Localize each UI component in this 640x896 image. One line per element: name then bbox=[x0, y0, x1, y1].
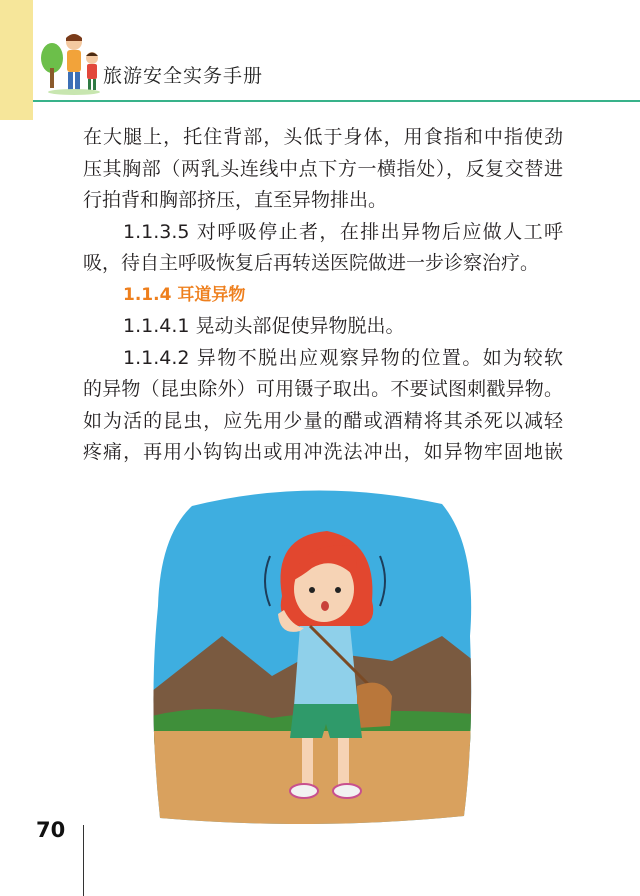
text-line: 如为活的昆虫，应先用少量的醋或酒精将其杀死以减轻 bbox=[83, 409, 563, 432]
page-number: 70 bbox=[36, 818, 66, 842]
text-line: 的异物（昆虫除外）可用镊子取出。不要试图刺戳异物。 bbox=[83, 378, 563, 400]
book-title: 旅游安全实务手册 bbox=[103, 65, 264, 87]
footer-rule bbox=[83, 825, 84, 896]
girl-shaking-head-illustration bbox=[152, 486, 474, 824]
section-heading: 1.1.4 耳道异物 bbox=[123, 284, 246, 305]
text-line: 在大腿上，托住背部，头低于身体，用食指和中指使劲 bbox=[83, 126, 563, 148]
header-yellow-tab bbox=[0, 0, 33, 120]
text-line: 疼痛，再用小钩钩出或用冲洗法冲出，如异物牢固地嵌 bbox=[83, 441, 563, 463]
text-line: 1.1.3.5 对呼吸停止者，在排出异物后应做人工呼 bbox=[123, 220, 563, 243]
text-line: 行拍背和胸部挤压，直至异物排出。 bbox=[83, 189, 388, 211]
text-line: 1.1.4.2 异物不脱出应观察异物的位置。如为较软 bbox=[123, 346, 563, 369]
body-text bbox=[83, 122, 563, 469]
text-line: 压其胸部（两乳头连线中点下方一横指处），反复交替进 bbox=[83, 157, 563, 180]
family-mascot-icon bbox=[40, 28, 102, 98]
header-rule bbox=[33, 100, 640, 102]
text-line: 吸，待自主呼吸恢复后再转送医院做进一步诊察治疗。 bbox=[83, 252, 540, 274]
text-line: 1.1.4.1 晃动头部促使异物脱出。 bbox=[123, 315, 405, 337]
